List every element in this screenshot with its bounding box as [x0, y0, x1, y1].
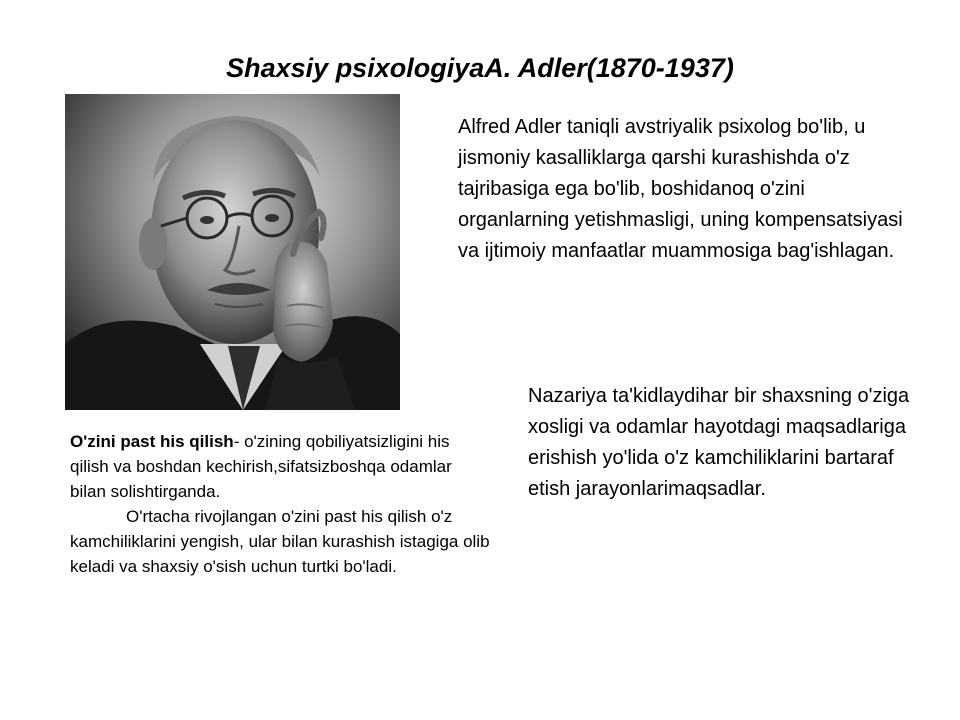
biography-text: Alfred Adler taniqli avstriyalik psixolog bo'lib, u jismoniy kasalliklarga qarshi kurashishda o'z tajribasiga ega bo'lib, boshidanoq o'zini organlarning yetishmasligi, uning kompensatsiyasi va ijtimoiy manfaatlar muammosiga bag'ishlagan. [458, 116, 903, 262]
inferiority-section [70, 429, 490, 579]
inferiority-paragraph: O'rtacha rivojlangan o'zini past his qilish o'z kamchiliklarini yengish, ular bilan kurashish istagiga olib keladi va shaxsiy o'sish uchun turtki bo'ladi. [70, 507, 490, 576]
inferiority-definition [70, 429, 490, 504]
portrait-photo-icon [65, 94, 400, 410]
portrait-photo [65, 94, 400, 410]
slide-title: Shaxsiy psixologiyaA. Adler(1870-1937) [226, 53, 734, 83]
theory-text: Nazariya ta'kidlaydihar bir shaxsning o'ziga xosligi va odamlar hayotdagi maqsadlariga erishish yo'lida o'z kamchiliklarini bartaraf etish jarayonlarimaqsadlar. [528, 385, 910, 500]
inferiority-definition-text: - o'zining qobiliyatsizligini his qilish va boshdan kechirish,sifatsizboshqa odamlar bilan solishtirganda. [70, 432, 452, 501]
inferiority-term: O'zini past his qilish [70, 432, 234, 451]
